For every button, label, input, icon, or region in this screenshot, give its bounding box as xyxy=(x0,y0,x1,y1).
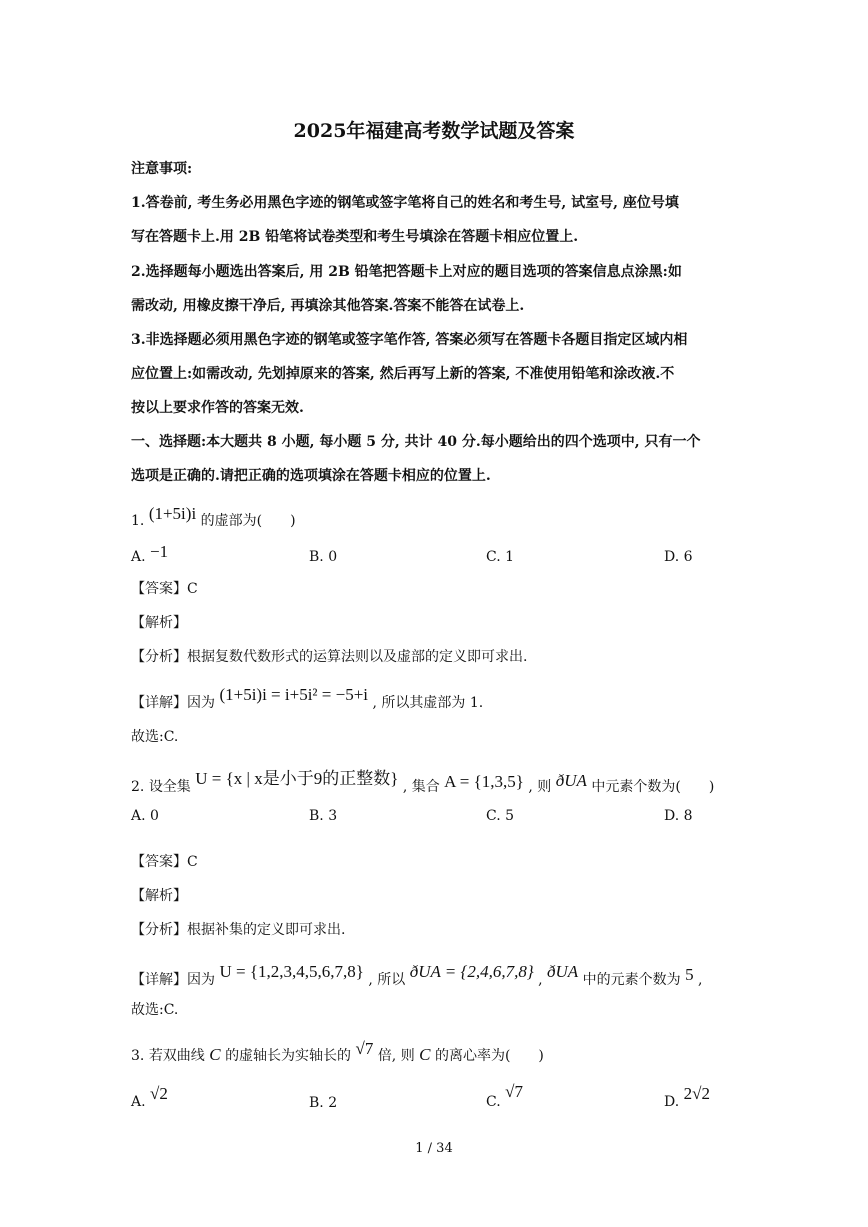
q2-set-a: A = {1,3,5} xyxy=(444,772,524,791)
question-3: 3. 若双曲线 C 的虚轴长为实轴长的 √7 倍, 则 C 的离心率为( ) xyxy=(131,1039,544,1064)
notice-line: 需改动, 用橡皮擦干净后, 再填涂其他答案.答案不能答在试卷上. xyxy=(131,298,525,314)
question-text: 的虚部为( ) xyxy=(200,513,296,529)
q1-option-d: D. 6 xyxy=(664,549,693,565)
q2-option-a: A. 0 xyxy=(131,808,159,824)
page-title: 2025年福建高考数学试题及答案 xyxy=(293,120,575,142)
q2-option-b: B. 3 xyxy=(309,808,338,824)
q3-option-b: B. 2 xyxy=(309,1095,338,1111)
page-number: 1 / 34 xyxy=(415,1141,453,1156)
notice-line: 3.非选择题必须用黑色字迹的钢笔或签字笔作答, 答案必须写在答题卡各题目指定区域内相 xyxy=(131,332,688,348)
notice-line: 2.选择题每小题选出答案后, 用 2B 铅笔把答题卡上对应的题目选项的答案信息点涂黑:如 xyxy=(131,264,682,280)
sqrt-7: √7 xyxy=(355,1039,374,1058)
question-number: 3. xyxy=(131,1048,145,1064)
q3-option-a: A. √2 xyxy=(131,1084,168,1110)
notice-line: 应位置上:如需改动, 先划掉原来的答案, 然后再写上新的答案, 不准使用铅笔和涂改液.不 xyxy=(131,366,675,382)
section-line: 选项是正确的.请把正确的选项填涂在答题卡相应的位置上. xyxy=(131,468,491,484)
q2-analysis: 【解析】 xyxy=(131,888,187,904)
q1-fenxi: 【分析】根据复数代数形式的运算法则以及虚部的定义即可求出. xyxy=(131,649,528,665)
q2-detail-complement: ðUA = {2,4,6,7,8} xyxy=(409,962,534,981)
notice-line: 写在答题卡上.用 2B 铅笔将试卷类型和考生号填涂在答题卡相应位置上. xyxy=(131,229,579,245)
question-2: 2. 设全集 U = {x | x是小于9的正整数} , 集合 A = {1,3,5} , 则 ðUA 中元素个数为( ) xyxy=(131,769,715,795)
notice-line: 按以上要求作答的答案无效. xyxy=(131,400,304,416)
q2-set-u: U = {x | x是小于9的正整数} xyxy=(195,769,399,788)
q2-detail-count: 5 xyxy=(685,965,694,984)
q1-analysis: 【解析】 xyxy=(131,615,187,631)
q1-conclusion: 故选:C. xyxy=(131,729,179,745)
q2-detail-complement-2: ðUA xyxy=(547,962,579,981)
q2-option-d: D. 8 xyxy=(664,808,693,824)
q3-option-c: C. √7 xyxy=(486,1082,523,1110)
q2-complement: ðUA xyxy=(555,771,587,790)
q1-detail: 【详解】因为 (1+5i)i = i+5i² = −5+i , 所以其虚部为 1. xyxy=(131,685,484,711)
q1-detail-expression: (1+5i)i = i+5i² = −5+i xyxy=(219,685,369,704)
q1-expression: (1+5i)i xyxy=(148,504,197,523)
q2-detail: 【详解】因为 U = {1,2,3,4,5,6,7,8} , 所以 ðUA = {2,4,6,7,8} , ðUA 中的元素个数为 5 , xyxy=(131,962,703,988)
q1-answer: 【答案】C xyxy=(131,581,198,597)
notice-line: 1.答卷前, 考生务必用黑色字迹的钢笔或签字笔将自己的姓名和考生号, 试室号, 座位号填 xyxy=(131,195,679,211)
q2-option-c: C. 5 xyxy=(486,808,515,824)
q2-answer: 【答案】C xyxy=(131,854,198,870)
q2-fenxi: 【分析】根据补集的定义即可求出. xyxy=(131,922,346,938)
section-line: 一、选择题:本大题共 8 小题, 每小题 5 分, 共计 40 分.每小题给出的四个选项中, 只有一个 xyxy=(131,434,701,450)
question-number: 1. xyxy=(131,513,145,529)
q2-detail-u: U = {1,2,3,4,5,6,7,8} xyxy=(219,962,364,981)
notice-heading: 注意事项: xyxy=(131,161,193,177)
q2-conclusion: 故选:C. xyxy=(131,1002,179,1018)
q1-option-b: B. 0 xyxy=(309,549,338,565)
question-number: 2. xyxy=(131,779,145,795)
q1-option-c: C. 1 xyxy=(486,549,515,565)
question-1 xyxy=(131,504,296,529)
q1-option-a: A. −1 xyxy=(131,542,169,565)
q3-option-d: D. 2√2 xyxy=(664,1084,710,1110)
